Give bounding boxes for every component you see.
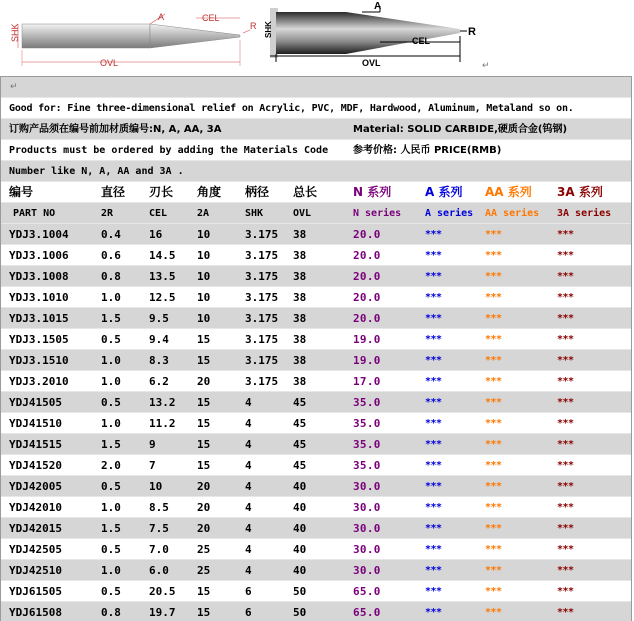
a-series-price: *** — [425, 481, 442, 492]
aa-series-price: *** — [485, 292, 502, 303]
n-series-price: 20.0 — [353, 249, 381, 262]
angle-cell: 25 — [197, 543, 211, 556]
intro-order-row — [1, 119, 631, 140]
cel-cell: 13.2 — [149, 396, 176, 409]
shank-cell: 4 — [245, 396, 252, 409]
a-series-price: *** — [425, 376, 442, 387]
aa-series-price: *** — [485, 565, 502, 576]
right-r-label: R — [468, 26, 476, 38]
ovl-cell: 50 — [293, 585, 307, 598]
col-header-angle-en: 2A — [197, 208, 210, 219]
a-series-price: *** — [425, 397, 442, 408]
cel-cell: 8.3 — [149, 354, 169, 367]
a-series-price: *** — [425, 439, 442, 450]
price-label: 参考价格: 人民币 PRICE(RMB) — [353, 145, 502, 156]
part-no-cell: YDJ3.1010 — [9, 291, 69, 304]
col-header-part-en: PART NO — [13, 208, 56, 219]
a-series-price: *** — [425, 355, 442, 366]
3a-series-price: *** — [557, 376, 574, 387]
diameter-cell: 0.6 — [101, 249, 121, 262]
part-no-cell: YDJ3.1505 — [9, 333, 69, 346]
table-row — [1, 560, 631, 581]
angle-cell: 10 — [197, 249, 211, 262]
ovl-cell: 38 — [293, 249, 307, 262]
ovl-cell: 40 — [293, 501, 307, 514]
shank-cell: 4 — [245, 543, 252, 556]
good-for-text: Good for: Fine three-dimensional relief on Acrylic, PVC, MDF, Hardwood, Aluminum, Metaland so on. — [9, 103, 574, 114]
n-series-price: 20.0 — [353, 291, 381, 304]
n-series-price: 17.0 — [353, 375, 381, 388]
table-row — [1, 497, 631, 518]
products-text: Products must be ordered by adding the Materials Code — [9, 145, 329, 156]
n-series-price: 20.0 — [353, 312, 381, 325]
aa-series-price: *** — [485, 460, 502, 471]
cel-cell: 12.5 — [149, 291, 176, 304]
a-series-price: *** — [425, 586, 442, 597]
header-en-row — [1, 203, 631, 224]
diameter-cell: 0.5 — [101, 480, 121, 493]
diameter-cell: 1.0 — [101, 564, 121, 577]
cel-cell: 8.5 — [149, 501, 169, 514]
diameter-cell: 1.0 — [101, 291, 121, 304]
table-row — [1, 539, 631, 560]
shank-cell: 4 — [245, 501, 252, 514]
shank-cell: 6 — [245, 606, 252, 619]
a-series-price: *** — [425, 607, 442, 618]
n-series-price: 35.0 — [353, 438, 381, 451]
3a-series-price: *** — [557, 334, 574, 345]
shank-cell: 3.175 — [245, 312, 279, 325]
diameter-cell: 0.4 — [101, 228, 121, 241]
aa-series-price: *** — [485, 586, 502, 597]
angle-cell: 20 — [197, 522, 211, 535]
a-series-price: *** — [425, 565, 442, 576]
3a-series-price: *** — [557, 418, 574, 429]
angle-cell: 15 — [197, 396, 211, 409]
aa-series-price: *** — [485, 418, 502, 429]
table-row — [1, 371, 631, 392]
aa-series-price: *** — [485, 607, 502, 618]
ovl-cell: 38 — [293, 354, 307, 367]
header-cn-row — [1, 182, 631, 203]
part-no-cell: YDJ42005 — [9, 480, 62, 493]
part-no-cell: YDJ41515 — [9, 438, 62, 451]
aa-series-price: *** — [485, 229, 502, 240]
right-a-label: A — [374, 1, 382, 12]
cel-cell: 14.5 — [149, 249, 176, 262]
table-row — [1, 476, 631, 497]
col-header-n-series-en: N series — [353, 208, 402, 219]
shank-cell: 4 — [245, 459, 252, 472]
right-shank — [276, 12, 346, 54]
cel-cell: 20.5 — [149, 585, 176, 598]
number-like-text: Number like N, A, AA and 3A . — [9, 166, 184, 177]
part-no-cell: YDJ42010 — [9, 501, 62, 514]
engraving-bit-drawings — [0, 0, 634, 76]
material-text: Material: SOLID CARBIDE,硬质合金(钨钢) — [353, 124, 568, 135]
cel-cell: 9.4 — [149, 333, 169, 346]
part-no-cell: YDJ42510 — [9, 564, 62, 577]
ovl-cell: 40 — [293, 564, 307, 577]
table-row — [1, 518, 631, 539]
ovl-cell: 40 — [293, 543, 307, 556]
3a-series-price: *** — [557, 229, 574, 240]
shank-cell: 4 — [245, 564, 252, 577]
right-ovl-label: OVL — [362, 58, 381, 68]
part-no-cell: YDJ41510 — [9, 417, 62, 430]
angle-cell: 15 — [197, 459, 211, 472]
table-row — [1, 287, 631, 308]
cel-cell: 7.5 — [149, 522, 169, 535]
shank-cell: 4 — [245, 522, 252, 535]
table-row — [1, 266, 631, 287]
shank-cell: 3.175 — [245, 270, 279, 283]
aa-series-price: *** — [485, 523, 502, 534]
a-series-price: *** — [425, 250, 442, 261]
angle-cell: 15 — [197, 585, 211, 598]
part-no-cell: YDJ61508 — [9, 606, 62, 619]
price-sheet — [0, 76, 632, 621]
diameter-cell: 1.0 — [101, 417, 121, 430]
a-series-price: *** — [425, 271, 442, 282]
ovl-cell: 40 — [293, 480, 307, 493]
aa-series-price: *** — [485, 439, 502, 450]
a-series-price: *** — [425, 229, 442, 240]
diameter-cell: 1.5 — [101, 438, 121, 451]
table-row — [1, 329, 631, 350]
part-no-cell: YDJ41520 — [9, 459, 62, 472]
tool-drawings — [0, 0, 634, 76]
col-header-n-series: N 系列 — [353, 185, 392, 199]
n-series-price: 20.0 — [353, 270, 381, 283]
cel-cell: 7.0 — [149, 543, 169, 556]
3a-series-price: *** — [557, 313, 574, 324]
part-no-cell: YDJ3.2010 — [9, 375, 69, 388]
cel-cell: 9.5 — [149, 312, 169, 325]
n-series-price: 35.0 — [353, 417, 381, 430]
part-no-cell: YDJ61505 — [9, 585, 62, 598]
order-instruction-cn: 订购产品须在编号前加材质编号:N, A, AA, 3A — [9, 124, 222, 135]
shank-cell: 4 — [245, 438, 252, 451]
col-header-dia-en: 2R — [101, 208, 114, 219]
a-series-price: *** — [425, 313, 442, 324]
left-ovl-label: OVL — [100, 58, 119, 68]
angle-cell: 10 — [197, 312, 211, 325]
diameter-cell: 0.5 — [101, 585, 121, 598]
left-shk-label: SHK — [10, 23, 20, 42]
3a-series-price: *** — [557, 292, 574, 303]
col-header-aa-series: AA 系列 — [485, 185, 532, 199]
a-series-price: *** — [425, 523, 442, 534]
n-series-price: 20.0 — [353, 228, 381, 241]
col-header-part: 编号 — [9, 185, 34, 199]
part-no-cell: YDJ42015 — [9, 522, 62, 535]
angle-cell: 15 — [197, 438, 211, 451]
table-row — [1, 308, 631, 329]
shank-cell: 3.175 — [245, 375, 279, 388]
table-row — [1, 434, 631, 455]
col-header-3a-series-en: 3A series — [557, 208, 612, 219]
shank-cell: 4 — [245, 417, 252, 430]
3a-series-price: *** — [557, 565, 574, 576]
table-row — [1, 224, 631, 245]
col-header-ovl: 总长 — [293, 185, 318, 199]
table-row — [1, 602, 631, 621]
aa-series-price: *** — [485, 334, 502, 345]
table-row — [1, 581, 631, 602]
shank-cell: 6 — [245, 585, 252, 598]
col-header-angle: 角度 — [197, 185, 222, 199]
angle-cell: 10 — [197, 228, 211, 241]
shank-cell: 3.175 — [245, 354, 279, 367]
angle-cell: 10 — [197, 270, 211, 283]
3a-series-price: *** — [557, 607, 574, 618]
diameter-cell: 1.5 — [101, 312, 121, 325]
ovl-cell: 45 — [293, 396, 307, 409]
3a-series-price: *** — [557, 355, 574, 366]
ovl-cell: 45 — [293, 459, 307, 472]
3a-series-price: *** — [557, 523, 574, 534]
aa-series-price: *** — [485, 397, 502, 408]
ovl-cell: 50 — [293, 606, 307, 619]
3a-series-price: *** — [557, 460, 574, 471]
table-row — [1, 245, 631, 266]
intro-good-for-row — [1, 98, 631, 119]
n-series-price: 19.0 — [353, 333, 381, 346]
n-series-price: 30.0 — [353, 522, 381, 535]
ovl-cell: 38 — [293, 312, 307, 325]
diameter-cell: 0.5 — [101, 396, 121, 409]
a-series-price: *** — [425, 334, 442, 345]
shank-cell: 3.175 — [245, 249, 279, 262]
n-series-price: 35.0 — [353, 459, 381, 472]
3a-series-price: *** — [557, 502, 574, 513]
n-series-price: 30.0 — [353, 564, 381, 577]
cel-cell: 11.2 — [149, 417, 176, 430]
aa-series-price: *** — [485, 250, 502, 261]
paragraph-mark: ↵ — [10, 82, 18, 92]
ovl-cell: 38 — [293, 270, 307, 283]
3a-series-price: *** — [557, 481, 574, 492]
3a-series-price: *** — [557, 250, 574, 261]
aa-series-price: *** — [485, 376, 502, 387]
cel-cell: 7 — [149, 459, 156, 472]
diameter-cell: 0.5 — [101, 333, 121, 346]
shank-cell: 3.175 — [245, 333, 279, 346]
a-series-price: *** — [425, 418, 442, 429]
part-no-cell: YDJ3.1006 — [9, 249, 69, 262]
3a-series-price: *** — [557, 397, 574, 408]
cel-cell: 13.5 — [149, 270, 176, 283]
part-no-cell: YDJ42505 — [9, 543, 62, 556]
right-cel-label: CEL — [412, 36, 430, 46]
angle-cell: 15 — [197, 606, 211, 619]
angle-cell: 15 — [197, 354, 211, 367]
ovl-cell: 38 — [293, 291, 307, 304]
angle-cell: 20 — [197, 501, 211, 514]
n-series-price: 35.0 — [353, 396, 381, 409]
col-header-shk: 柄径 — [245, 185, 270, 199]
ovl-cell: 45 — [293, 438, 307, 451]
a-series-price: *** — [425, 544, 442, 555]
cel-cell: 16 — [149, 228, 163, 241]
ovl-cell: 38 — [293, 228, 307, 241]
col-header-aa-series-en: AA series — [485, 208, 540, 219]
right-tip — [346, 12, 460, 54]
diameter-cell: 0.5 — [101, 543, 121, 556]
aa-series-price: *** — [485, 355, 502, 366]
3a-series-price: *** — [557, 586, 574, 597]
angle-cell: 15 — [197, 417, 211, 430]
left-a-label: A — [158, 12, 165, 22]
n-series-price: 30.0 — [353, 480, 381, 493]
diameter-cell: 1.0 — [101, 354, 121, 367]
col-header-ovl-en: OVL — [293, 208, 312, 219]
table-row — [1, 455, 631, 476]
right-tool-drawing — [264, 1, 476, 68]
diameter-cell: 0.8 — [101, 270, 121, 283]
cel-cell: 19.7 — [149, 606, 176, 619]
col-header-dia: 直径 — [101, 185, 126, 199]
col-header-cel: 刃长 — [149, 185, 174, 199]
diameter-cell: 1.5 — [101, 522, 121, 535]
cel-cell: 6.2 — [149, 375, 169, 388]
ovl-cell: 40 — [293, 522, 307, 535]
aa-series-price: *** — [485, 313, 502, 324]
angle-cell: 10 — [197, 291, 211, 304]
left-tip — [150, 24, 240, 48]
shank-cell: 4 — [245, 480, 252, 493]
n-series-price: 30.0 — [353, 501, 381, 514]
cel-cell: 10 — [149, 480, 163, 493]
shank-cell: 3.175 — [245, 228, 279, 241]
diameter-cell: 1.0 — [101, 375, 121, 388]
table-row — [1, 350, 631, 371]
aa-series-price: *** — [485, 271, 502, 282]
ovl-cell: 45 — [293, 417, 307, 430]
angle-cell: 20 — [197, 480, 211, 493]
cel-cell: 9 — [149, 438, 156, 451]
n-series-price: 65.0 — [353, 606, 381, 619]
part-no-cell: YDJ3.1015 — [9, 312, 69, 325]
ovl-cell: 38 — [293, 375, 307, 388]
table-row — [1, 392, 631, 413]
angle-cell: 25 — [197, 564, 211, 577]
left-r-label: R — [250, 21, 257, 31]
part-no-cell: YDJ3.1008 — [9, 270, 69, 283]
shank-cell: 3.175 — [245, 291, 279, 304]
diameter-cell: 1.0 — [101, 501, 121, 514]
a-series-price: *** — [425, 460, 442, 471]
ovl-cell: 38 — [293, 333, 307, 346]
cel-cell: 6.0 — [149, 564, 169, 577]
intro-products-row — [1, 140, 631, 161]
part-no-cell: YDJ3.1004 — [9, 228, 69, 241]
diameter-cell: 0.8 — [101, 606, 121, 619]
3a-series-price: *** — [557, 544, 574, 555]
col-header-shk-en: SHK — [245, 208, 264, 219]
right-shk-label: SHK — [264, 21, 273, 38]
aa-series-price: *** — [485, 544, 502, 555]
part-no-cell: YDJ3.1510 — [9, 354, 69, 367]
col-header-cel-en: CEL — [149, 208, 168, 219]
part-no-cell: YDJ41505 — [9, 396, 62, 409]
price-table-body — [1, 224, 631, 621]
col-header-3a-series: 3A 系列 — [557, 185, 603, 199]
col-header-a-series: A 系列 — [425, 185, 463, 199]
n-series-price: 65.0 — [353, 585, 381, 598]
aa-series-price: *** — [485, 481, 502, 492]
n-series-price: 19.0 — [353, 354, 381, 367]
blank-row — [1, 77, 631, 98]
n-series-price: 30.0 — [353, 543, 381, 556]
3a-series-price: *** — [557, 271, 574, 282]
a-series-price: *** — [425, 292, 442, 303]
angle-cell: 20 — [197, 375, 211, 388]
col-header-a-series-en: A series — [425, 208, 474, 219]
aa-series-price: *** — [485, 502, 502, 513]
diameter-cell: 2.0 — [101, 459, 121, 472]
angle-cell: 15 — [197, 333, 211, 346]
3a-series-price: *** — [557, 439, 574, 450]
table-row — [1, 413, 631, 434]
left-cel-label: CEL — [202, 13, 220, 23]
left-tool-drawing — [10, 12, 257, 68]
a-series-price: *** — [425, 502, 442, 513]
paragraph-mark: ↵ — [482, 60, 490, 70]
left-shank — [22, 24, 150, 48]
intro-number-row — [1, 161, 631, 182]
